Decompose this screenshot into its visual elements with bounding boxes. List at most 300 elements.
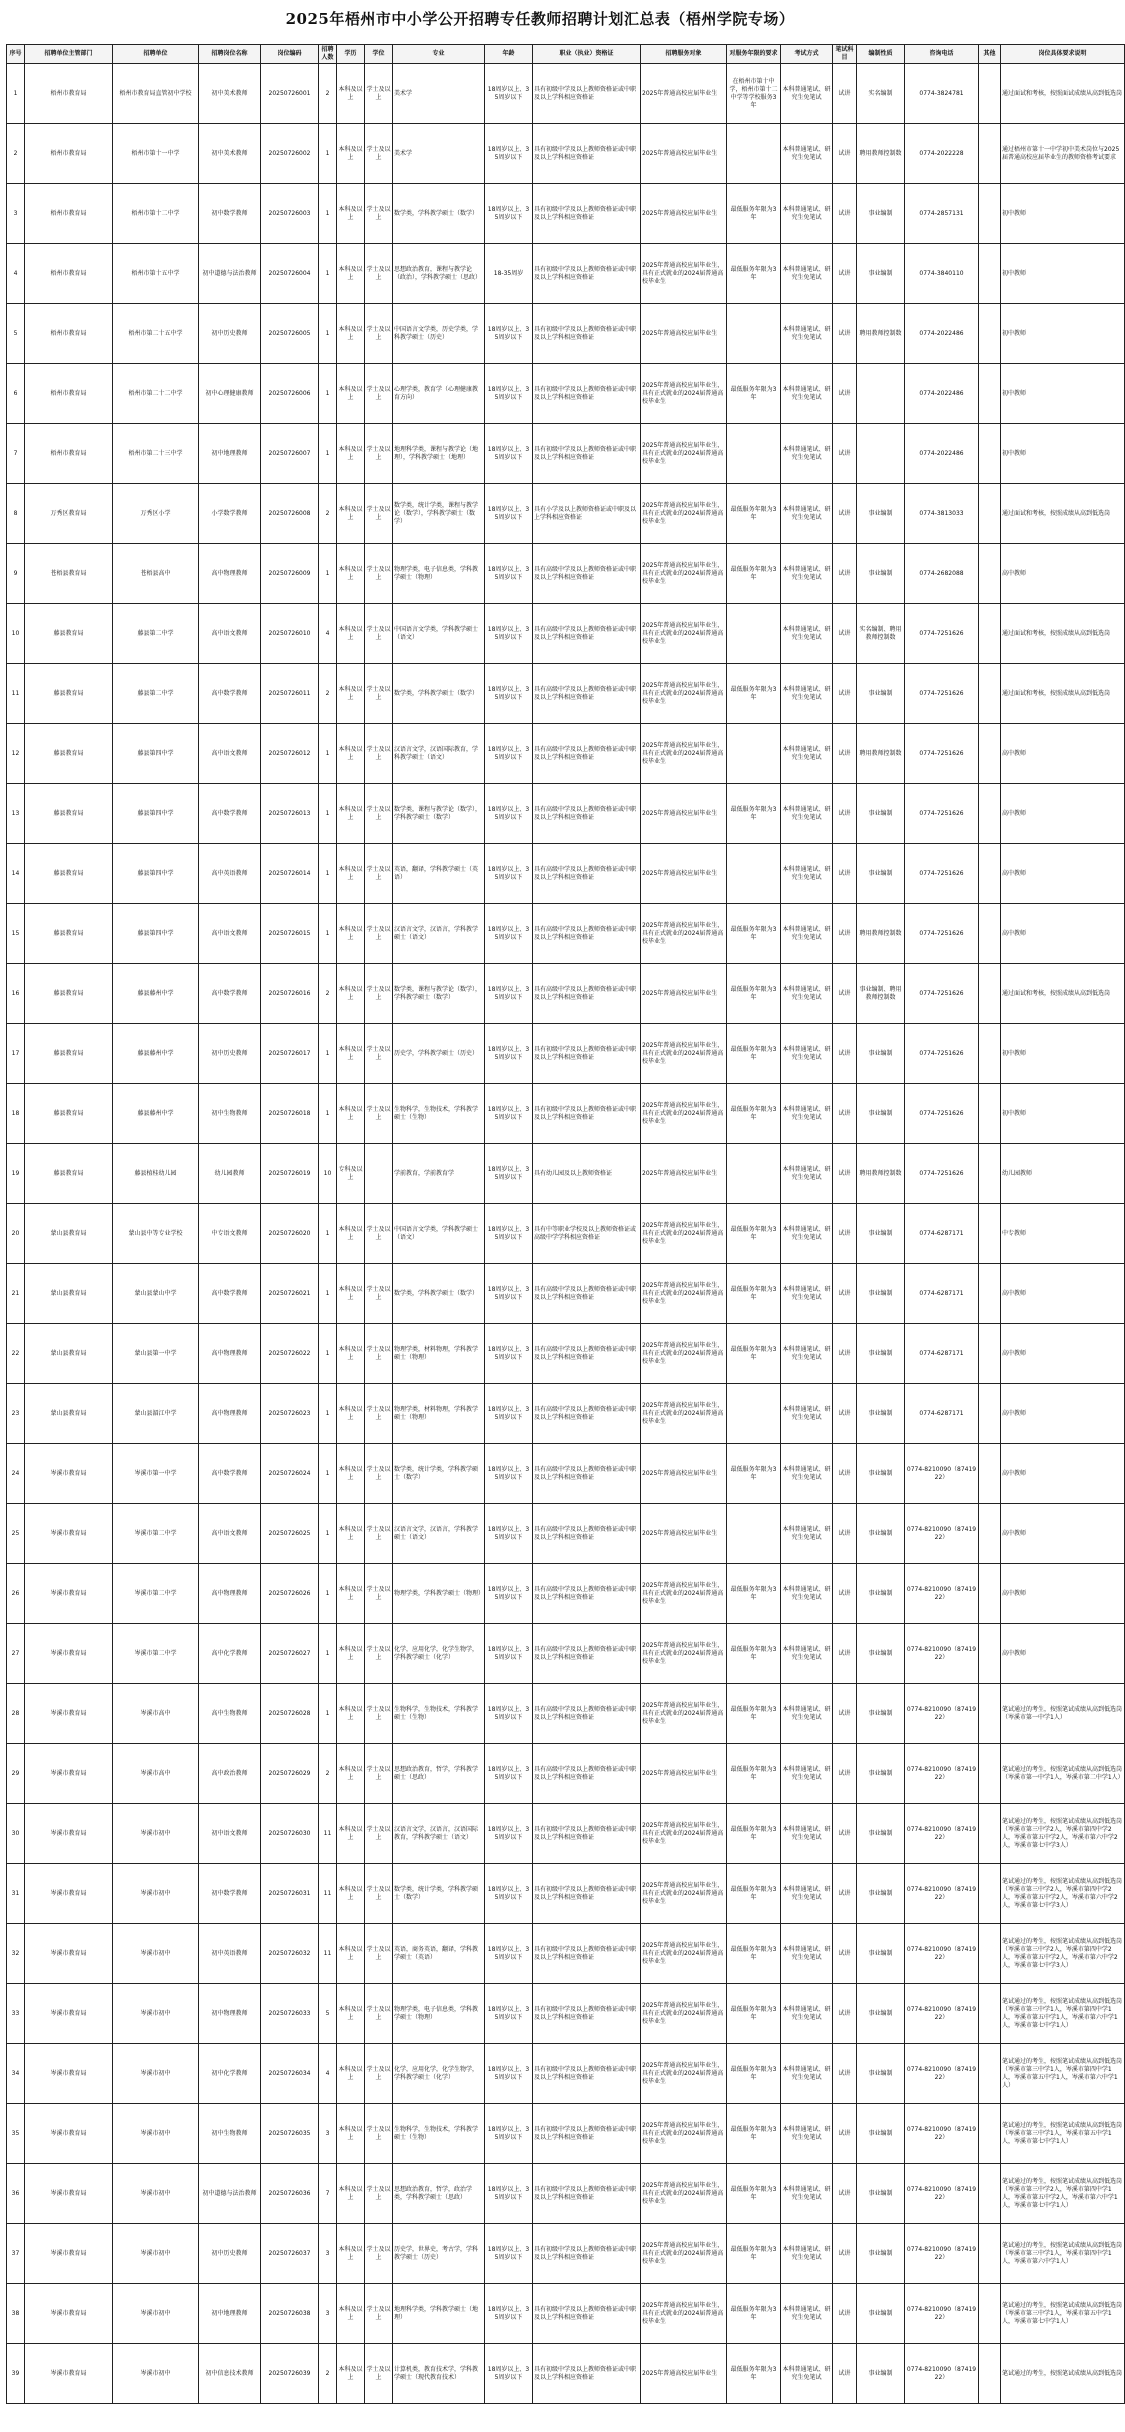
table-cell: 高中教师: [1001, 1384, 1125, 1444]
table-cell: 20250726033: [261, 1984, 319, 2044]
table-cell: 试讲: [833, 1324, 857, 1384]
table-cell: 25: [7, 1504, 25, 1564]
table-cell: 历史学，世界史，考古学，学科教学硕士（历史）: [393, 2224, 485, 2284]
table-cell: 学前教育，学前教育学: [393, 1144, 485, 1204]
table-cell: 本科普通笔试、研究生免笔试: [781, 604, 833, 664]
table-cell: 藤县教育局: [25, 1024, 113, 1084]
table-cell: 物理学类，电子信息类，学科教学硕士（物理）: [393, 1984, 485, 2044]
table-cell: 本科普通笔试、研究生免笔试: [781, 2284, 833, 2344]
table-cell: 事业编制: [857, 484, 905, 544]
table-cell: 2025年普通高校应届毕业生，具有正式就业的2024届普通高校毕业生: [641, 424, 727, 484]
table-cell: 物理学类，材料物理，学科教学硕士（物理）: [393, 1324, 485, 1384]
table-cell: 最低服务年限为3年: [727, 1024, 781, 1084]
table-cell: 12: [7, 724, 25, 784]
table-cell: 蒙山县教育局: [25, 1324, 113, 1384]
table-cell: 最低服务年限为3年: [727, 2164, 781, 2224]
table-cell: [979, 124, 1001, 184]
table-cell: 20250726005: [261, 304, 319, 364]
table-cell: 岑溪市第一中学: [113, 1444, 199, 1504]
table-cell: 2025年普通高校应届毕业生，具有正式就业的2024届普通高校毕业生: [641, 2044, 727, 2104]
table-cell: 最低服务年限为3年: [727, 2344, 781, 2404]
table-cell: 本科普通笔试、研究生免笔试: [781, 2104, 833, 2164]
table-cell: 20250726017: [261, 1024, 319, 1084]
table-cell: [979, 904, 1001, 964]
table-row: [7, 844, 1125, 904]
table-cell: 0774-8210090（8741922）: [905, 1564, 979, 1624]
table-cell: 最低服务年限为3年: [727, 1744, 781, 1804]
table-cell: 3: [319, 2224, 337, 2284]
table-cell: 本科普通笔试、研究生免笔试: [781, 1504, 833, 1564]
table-cell: 岑溪市教育局: [25, 1924, 113, 1984]
table-cell: 1: [319, 784, 337, 844]
table-cell: 20: [7, 1204, 25, 1264]
table-cell: 事业编制: [857, 244, 905, 304]
table-cell: 岑溪市教育局: [25, 2284, 113, 2344]
table-cell: 0774-8210090（8741922）: [905, 1804, 979, 1864]
table-cell: 0774-6287171: [905, 1324, 979, 1384]
table-cell: 初中教师: [1001, 244, 1125, 304]
table-cell: 9: [7, 544, 25, 604]
table-cell: 数学类，课程与教学论（数学），学科教学硕士（数学）: [393, 964, 485, 1024]
table-cell: 学士及以上: [365, 544, 393, 604]
table-cell: 本科普通笔试、研究生免笔试: [781, 64, 833, 124]
table-cell: 学士及以上: [365, 1804, 393, 1864]
table-cell: 本科普通笔试、研究生免笔试: [781, 1924, 833, 1984]
table-cell: 2025年普通高校应届毕业生，具有正式就业的2024届普通高校毕业生: [641, 1864, 727, 1924]
table-cell: 初中历史教师: [199, 1024, 261, 1084]
table-cell: 具有初级中学及以上教师资格证或中职及以上学科相应资格证: [533, 2044, 641, 2104]
table-cell: 本科及以上: [337, 1384, 365, 1444]
table-cell: 学士及以上: [365, 304, 393, 364]
table-cell: 18周岁以上、35周岁以下: [485, 544, 533, 604]
table-cell: 中国语言文学类，学科教学硕士（语文）: [393, 1204, 485, 1264]
table-cell: 学士及以上: [365, 784, 393, 844]
table-cell: 岑溪市教育局: [25, 2044, 113, 2104]
table-cell: 1: [319, 1444, 337, 1504]
table-cell: 0774-2022486: [905, 364, 979, 424]
table-cell: 具有初级中学及以上教师资格证或中职及以上学科相应资格证: [533, 2104, 641, 2164]
table-cell: 初中地理教师: [199, 2284, 261, 2344]
table-cell: 20250726021: [261, 1264, 319, 1324]
table-cell: 事业编制: [857, 2224, 905, 2284]
table-cell: 18周岁以上、35周岁以下: [485, 184, 533, 244]
table-cell: 数学类，学科教学硕士（数学）: [393, 664, 485, 724]
table-cell: [979, 484, 1001, 544]
table-cell: 本科及以上: [337, 664, 365, 724]
table-cell: 18周岁以上、35周岁以下: [485, 1864, 533, 1924]
table-cell: 18周岁以上、35周岁以下: [485, 724, 533, 784]
table-cell: 13: [7, 784, 25, 844]
table-cell: 0774-8210090（8741922）: [905, 2344, 979, 2404]
column-header: 岗位编码: [261, 45, 319, 64]
table-cell: 本科普通笔试、研究生免笔试: [781, 1024, 833, 1084]
table-cell: 汉语言文学，汉语国际教育，学科教学硕士（语文）: [393, 724, 485, 784]
table-cell: 18周岁以上、35周岁以下: [485, 2284, 533, 2344]
table-cell: 岑溪市教育局: [25, 2344, 113, 2404]
table-cell: 生物科学，生物技术，学科教学硕士（生物）: [393, 2104, 485, 2164]
table-cell: 高中数学教师: [199, 664, 261, 724]
table-cell: 汉语言文学，汉语言，汉语国际教育，学科教学硕士（语文）: [393, 1804, 485, 1864]
table-cell: 20250726010: [261, 604, 319, 664]
table-cell: 2: [319, 2344, 337, 2404]
table-cell: 事业编制: [857, 1684, 905, 1744]
table-cell: 藤县第四中学: [113, 844, 199, 904]
table-cell: 20250726002: [261, 124, 319, 184]
table-cell: 岑溪市教育局: [25, 1564, 113, 1624]
table-cell: 最低服务年限为3年: [727, 1564, 781, 1624]
table-cell: 1: [319, 1564, 337, 1624]
table-cell: 初中化学教师: [199, 2044, 261, 2104]
table-cell: [979, 1984, 1001, 2044]
table-cell: 笔试通过的考生，按照笔试成绩从高到低选岗（岑溪市第一中学1人，岑溪市第二中学1人）: [1001, 1744, 1125, 1804]
table-cell: 18周岁以上、35周岁以下: [485, 1444, 533, 1504]
table-cell: 39: [7, 2344, 25, 2404]
table-cell: [979, 1324, 1001, 1384]
table-cell: 0774-7251626: [905, 724, 979, 784]
page-title: 2025年梧州市中小学公开招聘专任教师招聘计划汇总表（梧州学院专场）: [285, 10, 795, 28]
column-header: 学历: [337, 45, 365, 64]
column-header: 招聘单位: [113, 45, 199, 64]
table-cell: [857, 424, 905, 484]
table-cell: 具有初级中学及以上教师资格证或中职及以上学科相应资格证: [533, 364, 641, 424]
table-row: [7, 1864, 1125, 1924]
table-cell: 本科普通笔试、研究生免笔试: [781, 484, 833, 544]
table-cell: 试讲: [833, 844, 857, 904]
table-cell: 具有高级中学及以上教师资格证或中职及以上学科相应资格证: [533, 1384, 641, 1444]
table-cell: 聘用教师控制数: [857, 124, 905, 184]
table-cell: 蒙山县教育局: [25, 1204, 113, 1264]
table-cell: 1: [319, 1504, 337, 1564]
table-cell: [365, 1144, 393, 1204]
table-cell: 高中语文教师: [199, 604, 261, 664]
table-cell: 2025年普通高校应届毕业生，具有正式就业的2024届普通高校毕业生: [641, 1924, 727, 1984]
table-cell: [979, 1924, 1001, 1984]
table-cell: 本科普通笔试、研究生免笔试: [781, 1564, 833, 1624]
table-cell: [727, 304, 781, 364]
table-cell: 29: [7, 1744, 25, 1804]
table-cell: 美术学: [393, 64, 485, 124]
table-cell: 本科普通笔试、研究生免笔试: [781, 1744, 833, 1804]
table-cell: 试讲: [833, 2344, 857, 2404]
table-row: [7, 2104, 1125, 2164]
table-cell: 0774-8210090（8741922）: [905, 1864, 979, 1924]
table-cell: 事业编制: [857, 1024, 905, 1084]
table-cell: 5: [7, 304, 25, 364]
table-cell: 18周岁以上、35周岁以下: [485, 1024, 533, 1084]
table-cell: 20250726015: [261, 904, 319, 964]
table-cell: 2025年普通高校应届毕业生: [641, 1444, 727, 1504]
table-cell: 试讲: [833, 2164, 857, 2224]
table-cell: 试讲: [833, 1264, 857, 1324]
table-cell: 2025年普通高校应届毕业生，具有正式就业的2024届普通高校毕业生: [641, 364, 727, 424]
table-cell: [979, 1624, 1001, 1684]
table-cell: 本科普通笔试、研究生免笔试: [781, 2044, 833, 2104]
table-row: [7, 1744, 1125, 1804]
table-cell: 通过面试和考核，按照成绩从高到低选岗: [1001, 964, 1125, 1024]
table-cell: 初中教师: [1001, 424, 1125, 484]
table-cell: 高中物理教师: [199, 1384, 261, 1444]
table-cell: 事业编制: [857, 1624, 905, 1684]
table-cell: 试讲: [833, 1984, 857, 2044]
table-cell: 18周岁以上、35周岁以下: [485, 784, 533, 844]
table-cell: 2025年普通高校应届毕业生: [641, 304, 727, 364]
table-cell: 藤县教育局: [25, 904, 113, 964]
table-cell: 本科普通笔试、研究生免笔试: [781, 424, 833, 484]
table-cell: 笔试通过的考生，按照笔试成绩从高到低选岗（岑溪市第三中学2人，岑溪市第四中学2人，岑溪市第五中学2人，岑溪市第六中学2人，岑溪市第七中学3人）: [1001, 1924, 1125, 1984]
table-cell: 0774-7251626: [905, 1084, 979, 1144]
table-cell: 本科及以上: [337, 484, 365, 544]
table-cell: 通过面试和考核，按照面试成绩从高到低选岗: [1001, 64, 1125, 124]
table-cell: 18周岁以上、35周岁以下: [485, 904, 533, 964]
table-cell: 笔试通过的考生，按照笔试成绩从高到低选岗（岑溪市第三中学2人，岑溪市第四中学2人，岑溪市第五中学2人，岑溪市第六中学2人，岑溪市第七中学3人）: [1001, 1804, 1125, 1864]
table-cell: 化学，应用化学，化学生物学，学科教学硕士（化学）: [393, 2044, 485, 2104]
table-cell: 20250726011: [261, 664, 319, 724]
table-cell: 蒙山县教育局: [25, 1384, 113, 1444]
table-cell: 36: [7, 2164, 25, 2224]
table-cell: 具有初级中学及以上教师资格证或中职及以上学科相应资格证: [533, 304, 641, 364]
table-cell: 试讲: [833, 424, 857, 484]
table-cell: 20250726030: [261, 1804, 319, 1864]
table-cell: 岑溪市初中: [113, 1804, 199, 1864]
table-cell: [979, 1444, 1001, 1504]
table-cell: 1: [319, 1684, 337, 1744]
table-cell: [727, 724, 781, 784]
table-cell: 具有高级中学及以上教师资格证或中职及以上学科相应资格证: [533, 544, 641, 604]
table-cell: [979, 844, 1001, 904]
table-cell: 本科及以上: [337, 1684, 365, 1744]
table-cell: 初中数学教师: [199, 1864, 261, 1924]
table-cell: 18周岁以上、35周岁以下: [485, 664, 533, 724]
table-cell: 18周岁以上、35周岁以下: [485, 1564, 533, 1624]
table-cell: 藤县教育局: [25, 604, 113, 664]
column-header: 咨询电话: [905, 45, 979, 64]
table-cell: 试讲: [833, 64, 857, 124]
table-cell: 试讲: [833, 1864, 857, 1924]
table-cell: [979, 784, 1001, 844]
table-cell: 本科普通笔试、研究生免笔试: [781, 904, 833, 964]
table-cell: 18周岁以上、35周岁以下: [485, 1744, 533, 1804]
table-cell: 2025年普通高校应届毕业生，具有正式就业的2024届普通高校毕业生: [641, 1204, 727, 1264]
table-cell: 苍梧县高中: [113, 544, 199, 604]
table-cell: 本科普通笔试、研究生免笔试: [781, 304, 833, 364]
table-cell: 初中教师: [1001, 184, 1125, 244]
table-cell: 高中政治教师: [199, 1744, 261, 1804]
table-cell: 0774-6287171: [905, 1264, 979, 1324]
table-cell: 学士及以上: [365, 2284, 393, 2344]
table-cell: 岑溪市教育局: [25, 1864, 113, 1924]
table-row: [7, 784, 1125, 844]
table-row: [7, 1564, 1125, 1624]
table-cell: 20250726013: [261, 784, 319, 844]
table-cell: 20250726037: [261, 2224, 319, 2284]
table-cell: 事业编制: [857, 2344, 905, 2404]
table-cell: 本科及以上: [337, 1264, 365, 1324]
table-cell: 本科普通笔试、研究生免笔试: [781, 1624, 833, 1684]
table-cell: 0774-2857131: [905, 184, 979, 244]
table-cell: 2025年普通高校应届毕业生，具有正式就业的2024届普通高校毕业生: [641, 1084, 727, 1144]
table-cell: 藤县教育局: [25, 724, 113, 784]
table-cell: [979, 244, 1001, 304]
table-cell: 具有小学及以上教师资格证或中职及以上学科相应资格证: [533, 484, 641, 544]
table-cell: 具有初级中学及以上教师资格证或中职及以上学科相应资格证: [533, 2344, 641, 2404]
table-cell: 聘用教师控制数: [857, 724, 905, 784]
table-cell: 本科及以上: [337, 2224, 365, 2284]
table-cell: 学士及以上: [365, 484, 393, 544]
table-cell: 具有高级中学及以上教师资格证或中职及以上学科相应资格证: [533, 664, 641, 724]
table-cell: 最低服务年限为3年: [727, 1684, 781, 1744]
table-cell: 1: [319, 1204, 337, 1264]
table-cell: 18周岁以上、35周岁以下: [485, 364, 533, 424]
table-cell: 初中生物教师: [199, 1084, 261, 1144]
table-cell: 岑溪市初中: [113, 1984, 199, 2044]
table-cell: 最低服务年限为3年: [727, 364, 781, 424]
table-cell: 试讲: [833, 1144, 857, 1204]
table-cell: 1: [319, 364, 337, 424]
table-cell: 0774-2022228: [905, 124, 979, 184]
table-cell: 2: [319, 484, 337, 544]
table-cell: 具有幼儿园及以上教师资格证: [533, 1144, 641, 1204]
table-cell: 20250726035: [261, 2104, 319, 2164]
table-cell: 高中教师: [1001, 1264, 1125, 1324]
table-cell: 高中物理教师: [199, 544, 261, 604]
table-cell: 万秀区小学: [113, 484, 199, 544]
table-cell: 藤县第二中学: [113, 664, 199, 724]
table-cell: 本科及以上: [337, 1444, 365, 1504]
table-cell: [979, 1564, 1001, 1624]
table-cell: 本科及以上: [337, 244, 365, 304]
table-cell: 岑溪市初中: [113, 2344, 199, 2404]
table-cell: 藤县植桂幼儿园: [113, 1144, 199, 1204]
table-cell: 0774-8210090（8741922）: [905, 1504, 979, 1564]
table-cell: 2025年普通高校应届毕业生: [641, 64, 727, 124]
table-cell: 17: [7, 1024, 25, 1084]
table-cell: [979, 544, 1001, 604]
table-cell: 梧州市第十二中学: [113, 184, 199, 244]
table-cell: 20250726019: [261, 1144, 319, 1204]
table-cell: 1: [7, 64, 25, 124]
table-cell: 0774-8210090（8741922）: [905, 1444, 979, 1504]
table-cell: 2025年普通高校应届毕业生，具有正式就业的2024届普通高校毕业生: [641, 1264, 727, 1324]
table-cell: 学士及以上: [365, 1504, 393, 1564]
table-cell: 1: [319, 184, 337, 244]
table-cell: 2025年普通高校应届毕业生，具有正式就业的2024届普通高校毕业生: [641, 724, 727, 784]
table-cell: 2: [319, 664, 337, 724]
table-cell: 岑溪市第二中学: [113, 1624, 199, 1684]
table-cell: 1: [319, 1264, 337, 1324]
table-cell: 0774-7251626: [905, 604, 979, 664]
table-cell: 20250726016: [261, 964, 319, 1024]
table-cell: 0774-2022486: [905, 304, 979, 364]
table-cell: [979, 2224, 1001, 2284]
table-cell: 本科及以上: [337, 1324, 365, 1384]
table-cell: 事业编制: [857, 664, 905, 724]
table-cell: 中专语文教师: [199, 1204, 261, 1264]
table-row: [7, 244, 1125, 304]
table-cell: [727, 604, 781, 664]
table-cell: 最低服务年限为3年: [727, 2224, 781, 2284]
table-cell: 0774-8210090（8741922）: [905, 1624, 979, 1684]
table-cell: [979, 1024, 1001, 1084]
table-cell: 事业编制: [857, 784, 905, 844]
table-row: [7, 2044, 1125, 2104]
table-cell: 岑溪市初中: [113, 2224, 199, 2284]
table-cell: 18周岁以上、35周岁以下: [485, 2044, 533, 2104]
table-cell: 藤县第二中学: [113, 604, 199, 664]
table-cell: 最低服务年限为3年: [727, 244, 781, 304]
table-cell: 0774-2682088: [905, 544, 979, 604]
table-cell: 20250726012: [261, 724, 319, 784]
table-cell: 本科及以上: [337, 2284, 365, 2344]
table-cell: 物理学类，材料物理，学科教学硕士（物理）: [393, 1384, 485, 1444]
table-cell: 学士及以上: [365, 184, 393, 244]
table-cell: 岑溪市初中: [113, 2104, 199, 2164]
table-cell: 21: [7, 1264, 25, 1324]
table-cell: [979, 2044, 1001, 2104]
table-cell: [727, 1384, 781, 1444]
table-cell: 初中历史教师: [199, 304, 261, 364]
table-cell: 初中历史教师: [199, 2224, 261, 2284]
table-cell: 最低服务年限为3年: [727, 2044, 781, 2104]
table-row: [7, 964, 1125, 1024]
table-cell: 梧州市教育局: [25, 184, 113, 244]
table-cell: 18周岁以上、35周岁以下: [485, 424, 533, 484]
table-cell: 20250726018: [261, 1084, 319, 1144]
table-cell: 2025年普通高校应届毕业生，具有正式就业的2024届普通高校毕业生: [641, 244, 727, 304]
table-cell: 20250726007: [261, 424, 319, 484]
table-cell: 初中美术教师: [199, 124, 261, 184]
table-cell: [979, 64, 1001, 124]
table-cell: 通过面试和考核，按照成绩从高到低选岗: [1001, 664, 1125, 724]
table-cell: 初中英语教师: [199, 1924, 261, 1984]
table-row: [7, 1924, 1125, 1984]
table-cell: 笔试通过的考生，按照笔试成绩从高到低选岗（岑溪市第一中学1人）: [1001, 1684, 1125, 1744]
table-cell: 藤县第四中学: [113, 724, 199, 784]
table-cell: 26: [7, 1564, 25, 1624]
table-cell: 2025年普通高校应届毕业生，具有正式就业的2024届普通高校毕业生: [641, 2164, 727, 2224]
table-cell: 高中物理教师: [199, 1324, 261, 1384]
table-cell: 2025年普通高校应届毕业生: [641, 844, 727, 904]
table-cell: 2025年普通高校应届毕业生，具有正式就业的2024届普通高校毕业生: [641, 484, 727, 544]
table-cell: 0774-7251626: [905, 904, 979, 964]
table-cell: 本科及以上: [337, 1924, 365, 1984]
table-cell: 初中道德与法治教师: [199, 244, 261, 304]
table-row: [7, 184, 1125, 244]
table-cell: 岑溪市初中: [113, 2044, 199, 2104]
column-header: 招聘单位主管部门: [25, 45, 113, 64]
table-cell: 1: [319, 544, 337, 604]
table-cell: 20250726039: [261, 2344, 319, 2404]
table-cell: 最低服务年限为3年: [727, 2284, 781, 2344]
table-cell: 初中道德与法治教师: [199, 2164, 261, 2224]
table-cell: 2025年普通高校应届毕业生: [641, 784, 727, 844]
table-cell: [979, 2104, 1001, 2164]
table-cell: 本科及以上: [337, 1084, 365, 1144]
table-cell: 20250726024: [261, 1444, 319, 1504]
table-cell: 1: [319, 1624, 337, 1684]
column-header: 岗位具体要求说明: [1001, 45, 1125, 64]
table-cell: 本科及以上: [337, 1204, 365, 1264]
table-cell: 学士及以上: [365, 1024, 393, 1084]
table-cell: 2025年普通高校应届毕业生: [641, 184, 727, 244]
table-cell: 岑溪市教育局: [25, 2104, 113, 2164]
table-cell: 高中教师: [1001, 904, 1125, 964]
table-cell: 藤县藤州中学: [113, 1084, 199, 1144]
table-cell: 具有高级中学及以上教师资格证或中职及以上学科相应资格证: [533, 604, 641, 664]
table-cell: 18: [7, 1084, 25, 1144]
table-cell: 本科普通笔试、研究生免笔试: [781, 1144, 833, 1204]
table-cell: 数学类，学科教学硕士（数学）: [393, 184, 485, 244]
table-cell: 化学，应用化学，化学生物学，学科教学硕士（化学）: [393, 1624, 485, 1684]
